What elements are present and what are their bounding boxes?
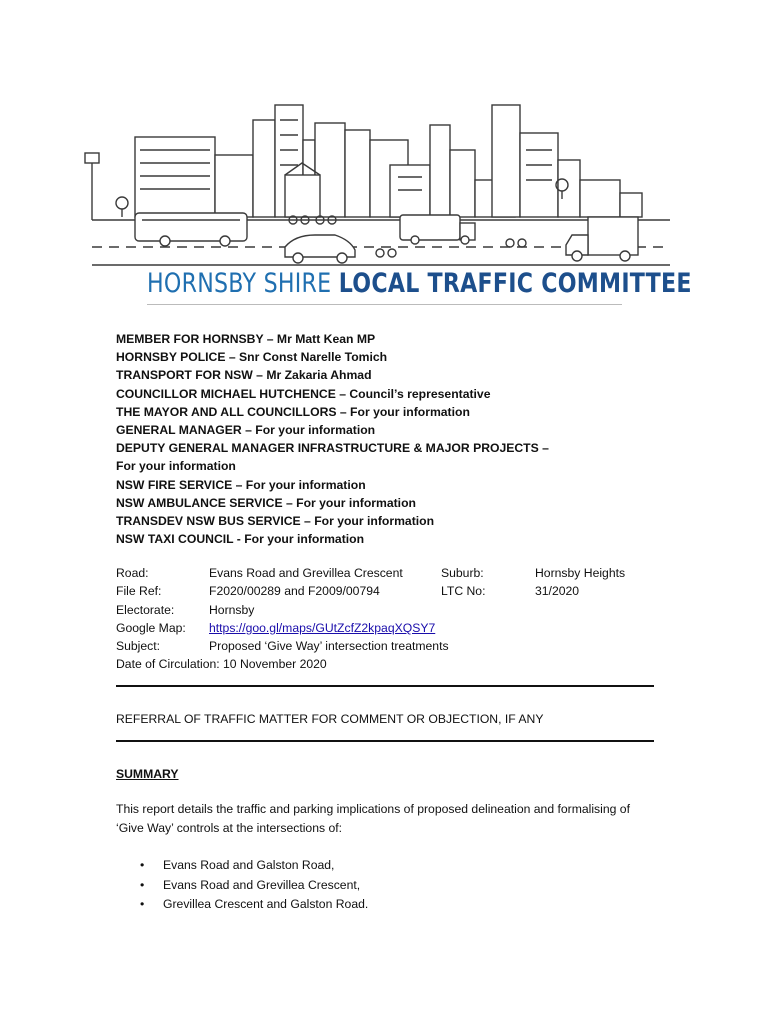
bus-icon: [135, 213, 247, 246]
committee-title: [147, 268, 692, 299]
list-item-text: Grevillea Crescent and Galston Road.: [163, 897, 369, 911]
fileref-value: F2020/00289 and F2009/00794: [209, 584, 380, 599]
road-label: Road:: [116, 566, 149, 580]
distribution-line: For your information: [116, 459, 236, 474]
suburb-value: Hornsby Heights: [535, 566, 626, 580]
google-map-link[interactable]: https://goo.gl/maps/GUtZcfZ2kpaqXQSY7: [209, 620, 436, 635]
city-skyline-illustration: [80, 95, 680, 270]
suburb-label: Suburb:: [441, 566, 484, 580]
distribution-line: NSW FIRE SERVICE – For your information: [116, 477, 366, 492]
bullet-icon: •: [140, 858, 145, 872]
distribution-line: GENERAL MANAGER – For your information: [116, 423, 376, 438]
distribution-line: TRANSDEV NSW BUS SERVICE – For your information: [116, 514, 435, 529]
distribution-line: THE MAYOR AND ALL COUNCILLORS – For your information: [116, 404, 470, 419]
divider-line: [116, 685, 654, 687]
buildings: [135, 105, 642, 217]
road-value: Evans Road and Grevillea Crescent: [209, 566, 403, 580]
bullet-icon: •: [140, 897, 145, 911]
distribution-line: COUNCILLOR MICHAEL HUTCHENCE – Council’s representative: [116, 386, 491, 401]
summary-paragraph: This report details the traffic and parking implications of proposed delineation and formalising of ‘Give Way’ controls at the intersections of:: [116, 802, 630, 835]
car-icon: [285, 235, 355, 263]
map-label: Google Map:: [116, 620, 186, 635]
subject-label: Subject:: [116, 639, 161, 654]
electorate-value: Hornsby: [209, 602, 255, 617]
divider-line: [116, 740, 654, 742]
electorate-label: Electorate:: [116, 602, 175, 617]
distribution-line: NSW AMBULANCE SERVICE – For your information: [116, 495, 416, 510]
list-item: [140, 895, 368, 915]
distribution-line: MEMBER FOR HORNSBY – Mr Matt Kean MP: [116, 332, 376, 346]
bullet-icon: •: [140, 877, 145, 892]
list-item: [140, 856, 368, 876]
distribution-line: DEPUTY GENERAL MANAGER INFRASTRUCTURE & MAJOR PROJECTS –: [116, 441, 549, 456]
list-item: [140, 876, 368, 896]
distribution-line: NSW TAXI COUNCIL - For your information: [116, 532, 365, 547]
distribution-list: [116, 330, 549, 548]
title-light: HORNSBY SHIRE: [147, 268, 339, 299]
title-divider: [147, 304, 622, 305]
truck-icon: [566, 217, 638, 261]
list-item-text: Evans Road and Grevillea Crescent,: [163, 877, 361, 892]
referral-heading: REFERRAL OF TRAFFIC MATTER FOR COMMENT OR OBJECTION, IF ANY: [116, 712, 544, 726]
fileref-label: File Ref:: [116, 584, 162, 599]
summary-heading: SUMMARY: [116, 767, 179, 781]
ltc-value: 31/2020: [535, 584, 580, 599]
circulation-date: Date of Circulation: 10 November 2020: [116, 657, 327, 672]
street-lamp-icon: [85, 153, 99, 220]
list-item-text: Evans Road and Galston Road,: [163, 858, 335, 872]
intersection-list: [140, 856, 368, 915]
distribution-line: TRANSPORT FOR NSW – Mr Zakaria Ahmad: [116, 368, 372, 383]
subject-value: Proposed ‘Give Way’ intersection treatments: [209, 639, 449, 654]
ltc-label: LTC No:: [441, 584, 486, 599]
title-bold: LOCAL TRAFFIC COMMITTEE: [338, 268, 692, 299]
distribution-line: HORNSBY POLICE – Snr Const Narelle Tomich: [116, 350, 388, 365]
